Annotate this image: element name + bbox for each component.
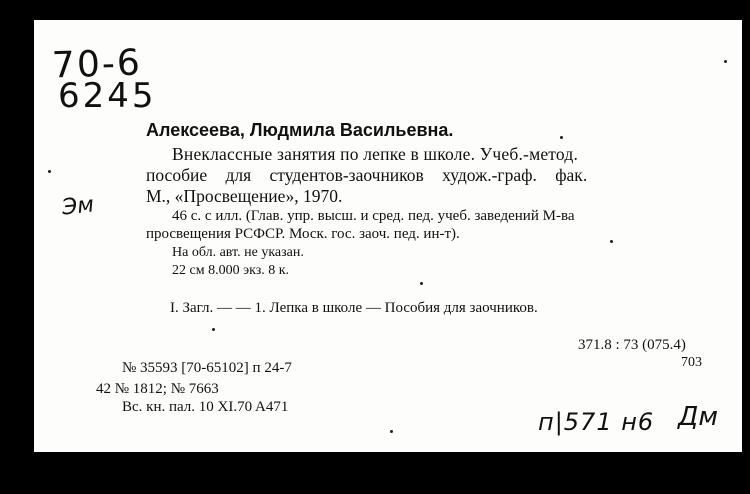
title-line-2: пособие для студентов-заочников худож.-граф. фак.: [146, 165, 588, 185]
title-line-1: Внеклассные занятия по лепке в школе. Учеб.-метод.: [172, 144, 579, 164]
classification-code: 703: [681, 355, 702, 370]
handwritten-call-number: 6245: [58, 76, 157, 116]
handwritten-bottom-mark: п|571 н6: [538, 408, 655, 436]
imprint: М., «Просвещение», 1970.: [146, 186, 343, 206]
scan-speck: [212, 328, 215, 331]
handwritten-margin-mark: Эм: [60, 192, 96, 221]
physical-description-2: просвещения РСФСР. Моск. гос. заоч. пед. ин-т).: [146, 226, 460, 242]
scan-speck: [610, 240, 613, 243]
scan-speck: [420, 282, 423, 285]
registration-line-1: № 35593 [70-65102] п 24-7: [122, 360, 292, 376]
registration-line-2: 42 № 1812; № 7663: [96, 381, 219, 397]
scan-speck: [560, 136, 563, 139]
subject-tracing: I. Загл. — — 1. Лепка в школе — Пособия для заочников.: [170, 300, 538, 316]
udc-classification: 371.8 : 73 (075.4): [578, 337, 686, 353]
author-heading: Алексеева, Людмила Васильевна.: [146, 120, 454, 140]
scan-speck: [724, 60, 727, 63]
note-author: На обл. авт. не указан.: [172, 245, 304, 260]
handwritten-initials: Дм: [678, 402, 718, 432]
handwritten-top-code: 70-6: [51, 42, 143, 87]
scan-border: [0, 452, 750, 494]
registration-line-3: Вс. кн. пал. 10 XI.70 A471: [122, 399, 289, 415]
physical-description-1: 46 с. с илл. (Глав. упр. высш. и сред. пед. учеб. заведений М-ва: [172, 208, 575, 224]
note-size-print-run: 22 см 8.000 экз. 8 к.: [172, 263, 290, 278]
scan-speck: [48, 170, 51, 173]
scan-speck: [390, 430, 393, 433]
